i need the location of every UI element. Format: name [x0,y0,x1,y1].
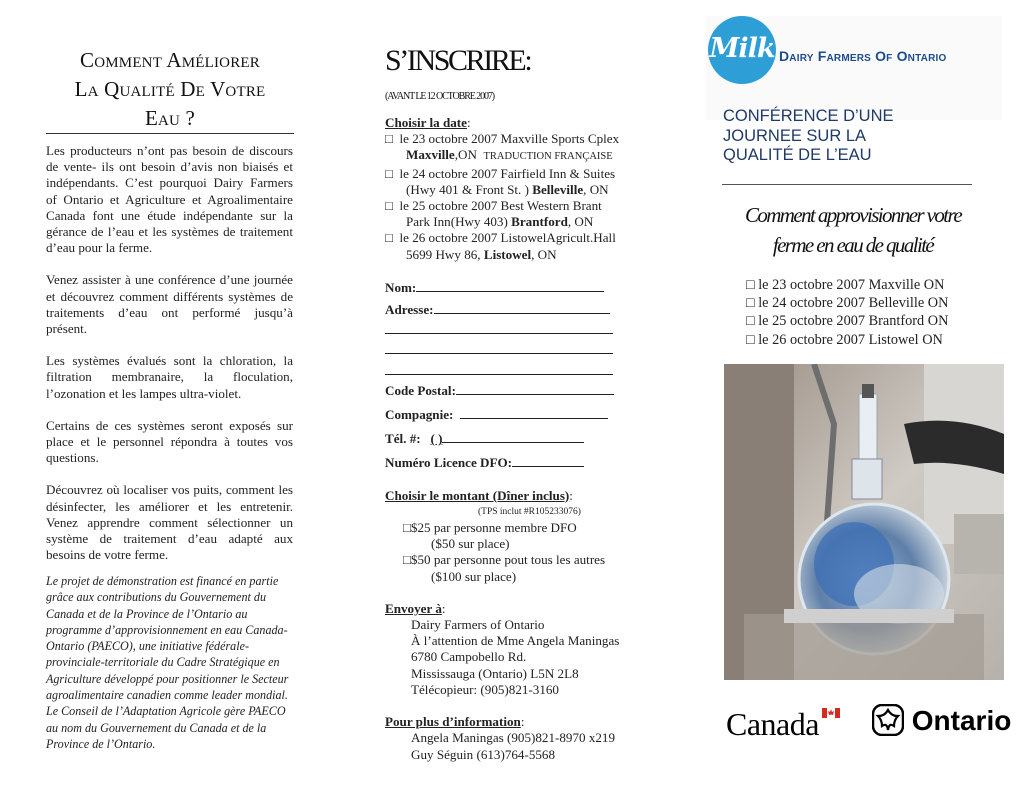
paragraph: Certains de ces systèmes seront exposés sur place et le personnel répondra à toutes vos questions. [46,417,293,466]
field-label: Numéro Licence DFO [385,455,508,471]
address-line[interactable] [385,321,645,338]
slogan [718,200,988,260]
canada-wordmark [726,706,819,743]
price-option-member[interactable]: □$25 par personne membre DFO [403,520,577,536]
colon: : [449,407,454,423]
title-line: La Qualité De Votre [74,77,266,101]
date-item: □ le 23 octobre 2007 Maxville ON [746,277,945,293]
colon: : [507,455,513,471]
register-deadline: (AVANT LE 12 OCTOBRE 2007) [385,91,495,102]
colon: : [569,487,573,503]
choose-date-heading: Choisir la date [385,115,467,130]
address-line: À l’attention de Mme Angela Maningas [411,633,620,649]
province: , ON [567,214,594,230]
date-text: le 25 octobre 2007 Best Western Brant [399,198,602,214]
address-line: 6780 Campobello Rd. [411,649,527,665]
price-option-others[interactable]: □$50 par personne pout tous les autres [403,552,606,568]
date-text: le 24 octobre 2007 Fairfield Inn & Suites [399,165,616,181]
colon: : [429,302,434,318]
paragraph: Les producteurs n’ont pas besoin de discours de vente- ils ont besoin d’avis non biaisés et indépendants. C’est pourquoi Dairy Farmers of Ontario et Agriculture et Agroalimentaire Canada font une étude indépendante sur la gérance de l’eau et les systèmes de traitement d’eau pour la ferme. [46,143,293,256]
ontario-text: Ontario [911,705,1012,736]
name-field[interactable] [385,279,645,296]
registration-form [385,115,645,763]
city: Belleville [532,181,584,197]
area-code: ( ) [430,431,443,447]
date-text: le 26 octobre 2007 ListowelAgricult.Hall [399,230,616,246]
date-option-brantford[interactable] [385,198,645,214]
venue: Park Inn(Hwy 403) [406,214,508,230]
field-label: Nom [385,279,412,295]
paragraph: Les systèmes évalués sont la chloration, la filtration membranaire, la floculation, l’ozonation et les lampes ultra-violet. [46,353,293,401]
register-title: S’INSCRIRE: [385,44,531,77]
contact-line: Guy Séguin (613)764-5568 [411,746,556,762]
colon: : [411,279,417,295]
address-line: Mississauga (Ontario) L5N 2L8 [411,665,579,681]
city: Brantford [511,214,568,230]
date-item: □ le 24 octobre 2007 Belleville ON [746,295,949,312]
trillium-icon [872,704,904,736]
date-option-maxville[interactable] [385,131,645,147]
phone-field[interactable] [385,430,645,447]
slogan-line: Comment approvisionner votre [744,203,962,227]
conference-title [723,107,973,166]
date-item: □ le 26 octobre 2007 Listowel ON [746,331,943,348]
colon: : [451,382,456,398]
price-onsite: ($50 sur place) [431,536,510,552]
company-field[interactable] [385,406,645,423]
price-onsite: ($100 sur place) [431,568,517,584]
title-line: Comment Améliorer [80,48,260,72]
funding-note [46,573,296,752]
date-text: le 23 octobre 2007 Maxville Sports Cplex [399,131,620,147]
funding-text: Le projet de démonstration est financé en partie grâce aux contributions du Gouvernement du Canada et de la Province de l’Ontario au programme d’approvisionnement en eau Canada-Ontario (PAECO), une initiative fédérale-provinciale-territoriale du Cadre Stratégique en Agriculture développé pour positionner le Secteur agroalimentaire canadien comme leader mondial. [46,574,289,703]
conference-line: JOURNEE SUR LA [723,126,867,145]
province: ,ON [454,147,477,163]
checkbox[interactable]: □ [385,230,393,246]
amount-heading: Choisir le montant (Dîner inclus) [385,487,570,503]
address-field[interactable] [385,301,645,318]
conference-dates [746,276,948,349]
date-option-listowel[interactable] [385,230,645,246]
conference-line: QUALITÉ DE L’EAU [723,146,872,165]
province: , ON [583,181,609,197]
colon: : [520,714,525,730]
date-option-belleville[interactable] [385,166,645,182]
tps-note: (TPS inclut #R105233076) [478,506,581,517]
divider [46,133,294,134]
council-text: Le Conseil de l’Adaptation Agricole gère PAECO au nom du Gouvernement du Canada et de la Province de l’Ontario. [46,704,286,751]
paragraph: Venez assister à une conférence d’une journée et découvrez comment différents systèmes de traitements d’eau ont performé jusqu’à présent. [46,272,293,337]
address-line[interactable] [385,362,645,379]
translation-note: TRADUCTION FRANÇAISE [483,151,613,163]
province: , ON [531,246,557,262]
lab-flask-photo [724,364,1004,680]
venue: 5699 Hwy 86, [406,246,481,262]
brochure-title [46,46,294,133]
field-label: Code Postal [385,382,452,398]
checkbox[interactable]: □ [385,131,393,147]
colon: : [441,600,446,616]
canada-text: Canada [726,706,819,742]
postal-code-field[interactable] [385,382,645,399]
divider [722,184,972,185]
org-name: Dairy Farmers Of Ontario [779,48,947,64]
intro-text [46,143,293,579]
milk-logo: Milk [708,16,776,84]
checkbox[interactable]: □ [385,198,393,214]
address-line: Dairy Farmers of Ontario [411,617,545,633]
fax-line: Télécopieur: (905)821-3160 [411,681,559,697]
ontario-logo [872,704,1011,737]
more-info-heading: Pour plus d’information [385,714,521,730]
city: Listowel [483,246,532,262]
city: Maxville [406,147,455,163]
address-line[interactable] [385,341,645,358]
contact-line: Angela Maningas (905)821-8970 x219 [411,730,616,746]
conference-line: CONFÉRENCE D’UNE [723,107,894,125]
field-label: Adresse [385,302,430,318]
field-label: Compagnie [385,407,450,423]
canada-flag-icon [822,708,840,718]
venue: (Hwy 401 & Front St. ) [406,181,529,197]
colon: : [466,115,471,130]
checkbox[interactable]: □ [385,165,393,181]
licence-field[interactable] [385,454,645,471]
paragraph: Découvrez où localiser vos puits, comment les désinfecter, les améliorer et les entretenir. Venez apprendre comment sélectionner un système de traitement d’eau adapté aux besoins de votre ferme. [46,482,293,563]
field-label: Tél. #: [385,431,421,447]
slogan-line: ferme en eau de qualité [772,233,934,257]
send-to-heading: Envoyer à [385,600,442,616]
title-line: Eau ? [144,106,196,130]
date-item: □ le 25 octobre 2007 Brantford ON [746,313,949,330]
